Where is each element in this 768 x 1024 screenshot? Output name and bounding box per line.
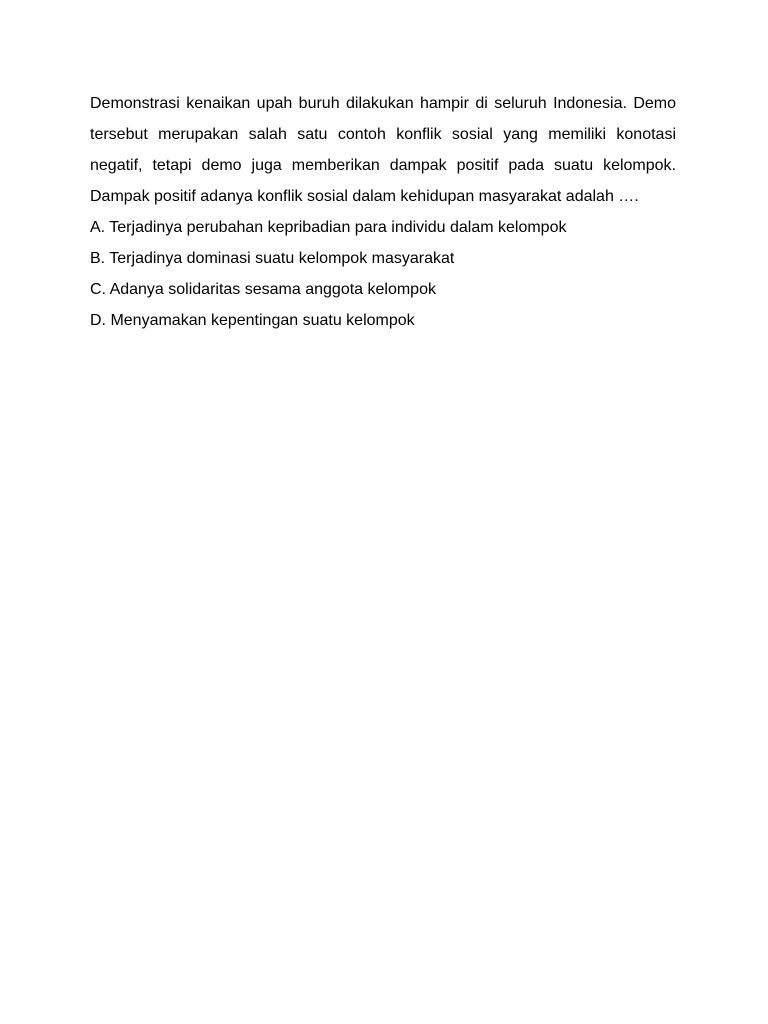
option-text: Menyamakan kepentingan suatu kelompok [110,312,415,329]
answer-options [90,212,676,336]
option-label: B. [90,250,106,267]
option-label: A. [90,219,106,236]
option-text: Terjadinya dominasi suatu kelompok masyarakat [109,250,455,267]
option-label: C. [90,281,106,298]
question-block [90,88,676,336]
option-a [90,212,676,243]
option-text: Adanya solidaritas sesama anggota kelompok [109,281,436,298]
option-label: D. [90,312,106,329]
option-c [90,274,676,305]
option-b [90,243,676,274]
option-text: Terjadinya perubahan kepribadian para individu dalam kelompok [109,219,567,236]
question-text: Demonstrasi kenaikan upah buruh dilakukan hampir di seluruh Indonesia. Demo tersebut merupakan salah satu contoh konflik sosial yang memiliki konotasi negatif, tetapi demo juga memberikan dampak positif pada suatu kelompok. Dampak positif adanya konflik sosial dalam kehidupan masyarakat adalah …. [90,95,676,205]
option-d [90,305,676,336]
